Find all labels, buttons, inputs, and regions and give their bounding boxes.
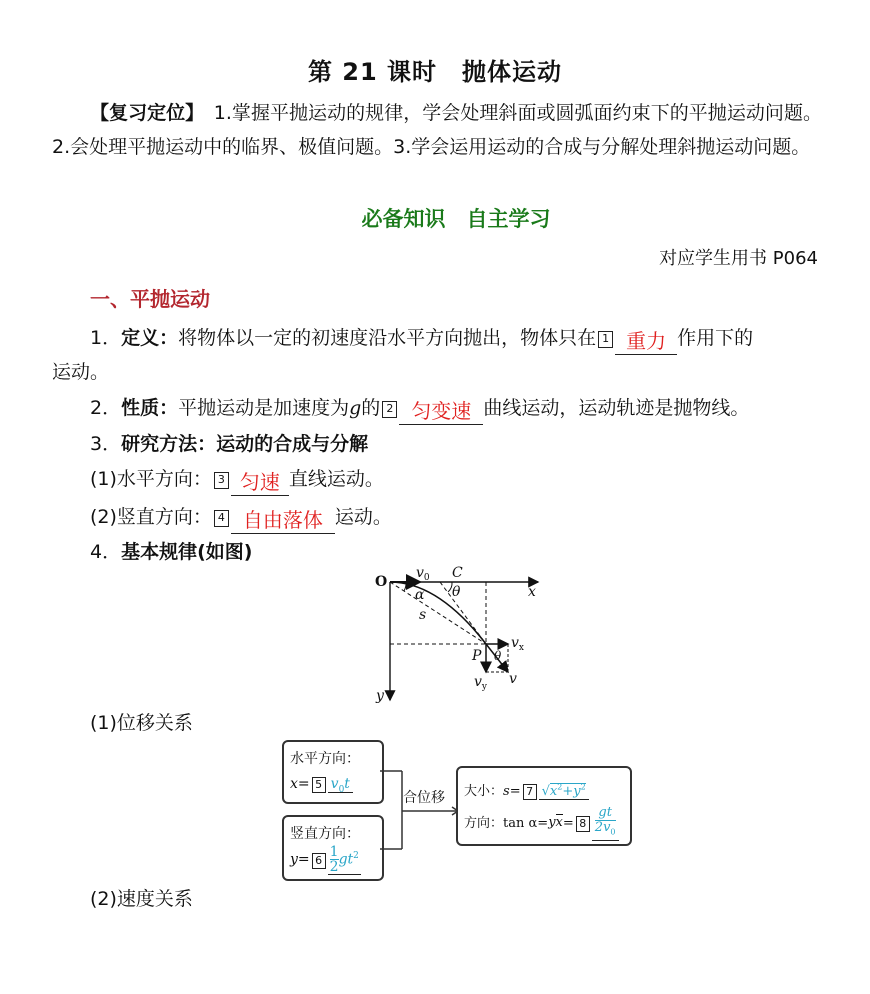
review-label: 【复习定位】 xyxy=(90,102,195,124)
blank-number-8: 8 xyxy=(576,816,590,832)
blank-number-5: 5 xyxy=(312,777,326,793)
label-vy: $v_y$ xyxy=(474,674,488,692)
resultant-label: 合位移 xyxy=(403,790,445,806)
label-O: O xyxy=(375,574,388,590)
answer-2: 匀变速 xyxy=(411,399,472,423)
answer-7: $√x^2+y^2$ xyxy=(539,784,589,800)
blank-number-2: 2 xyxy=(382,401,397,418)
label-v: v xyxy=(509,671,517,687)
connector-lines xyxy=(380,765,460,855)
item-method-horizontal: (1)水平方向： 3 匀速 直线运动。 xyxy=(90,462,384,496)
item-definition-wrap: 运动。 xyxy=(52,361,110,383)
blank-number-1: 1 xyxy=(598,331,613,348)
item-basic-laws: 4．基本规律(如图) xyxy=(90,541,253,563)
label-y: y xyxy=(376,688,384,704)
label-vx: $v_x$ xyxy=(511,635,524,653)
item-method-vertical: (2)竖直方向： 4 自由落体 运动。 xyxy=(90,500,392,534)
subtitle-displacement: (1)位移关系 xyxy=(90,712,193,734)
subtitle-velocity: (2)速度关系 xyxy=(90,888,193,910)
item-property: 2．性质：平抛运动是加速度为g的 2 匀变速 曲线运动，运动轨迹是抛物线。 xyxy=(90,391,830,425)
label-theta: θ xyxy=(452,584,461,600)
blank-number-7: 7 xyxy=(523,784,537,800)
horizontal-box: 水平方向： x= 5 $v_0t$ xyxy=(282,740,384,804)
answer-1: 重力 xyxy=(626,329,667,353)
review-text: 1.掌握平抛运动的规律，学会处理斜面或圆弧面约束下的平抛运动问题。2.会处理平抛运动中的临界、极值问题。3.学会运用运动的合成与分解处理斜抛运动问题。 xyxy=(52,102,822,158)
section-heading-knowledge: 必备知识 自主学习 xyxy=(361,207,551,231)
label-C: C xyxy=(452,565,463,581)
label-x: x xyxy=(528,584,536,600)
answer-3: 匀速 xyxy=(239,470,280,494)
blank-number-3: 3 xyxy=(214,472,229,489)
blank-4 xyxy=(231,509,335,534)
blank-3 xyxy=(231,471,289,496)
label-alpha: α xyxy=(415,587,425,603)
blank-number-4: 4 xyxy=(214,510,229,527)
answer-5: $v_0t$ xyxy=(328,776,353,793)
resultant-box: 大小：s= 7 $√x^2+y^2$ 方向：$\tan \alpha=yx= 8 \frac{gt}{2v_0}$ xyxy=(456,766,632,846)
section-title-projectile: 一、平抛运动 xyxy=(90,287,210,311)
item-method: 3．研究方法：运动的合成与分解 xyxy=(90,433,369,455)
page-title: 第 21 课时 抛体运动 xyxy=(307,58,563,86)
blank-1 xyxy=(615,330,677,355)
label-theta-at-P: θ xyxy=(494,649,502,663)
displacement-line xyxy=(390,582,486,644)
answer-6: $\frac{1}{2}$ $gt^2$ xyxy=(329,844,359,875)
reference-note: 对应学生用书 P064 xyxy=(659,248,818,269)
label-v0: $v_0$ xyxy=(416,565,430,583)
projectile-diagram xyxy=(368,562,558,708)
label-P: P xyxy=(472,648,482,664)
vertical-box: 竖直方向： y= 6 $\frac{1}{2}$ $gt^2$ xyxy=(282,815,384,881)
answer-4: 自由落体 xyxy=(242,508,323,532)
item-definition: 1．定义：将物体以一定的初速度沿水平方向抛出，物体只在 1 重力 作用下的 xyxy=(90,321,822,355)
label-s: s xyxy=(419,607,427,623)
answer-8: $\frac{gt}{2v_0}$ xyxy=(592,806,619,841)
blank-2 xyxy=(399,400,483,425)
review-paragraph xyxy=(52,96,822,164)
blank-number-6: 6 xyxy=(312,853,326,869)
